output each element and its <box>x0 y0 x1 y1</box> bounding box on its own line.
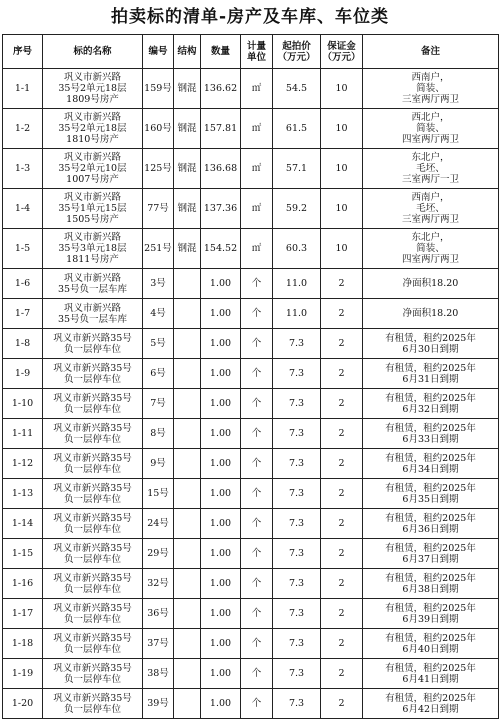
table-row <box>3 509 499 539</box>
cell-quantity: 136.62 <box>201 69 241 109</box>
cell-index: 1-13 <box>3 479 43 509</box>
cell-unit: 个 <box>241 419 273 449</box>
cell-structure: 钢混 <box>174 69 201 109</box>
cell-index: 1-1 <box>3 69 43 109</box>
cell-remarks: 西南户， 简装、 三室两厅两卫 <box>363 69 499 109</box>
cell-quantity: 154.52 <box>201 229 241 269</box>
header-deposit: 保证金 （万元） <box>321 35 363 69</box>
cell-start-price: 57.1 <box>273 149 321 189</box>
cell-structure <box>174 539 201 569</box>
cell-deposit: 2 <box>321 509 363 539</box>
header-unit: 计量 单位 <box>241 35 273 69</box>
cell-code: 36号 <box>143 599 174 629</box>
table-row <box>3 419 499 449</box>
cell-structure <box>174 629 201 659</box>
cell-structure: 钢混 <box>174 189 201 229</box>
cell-name: 巩义市新兴路 35号2单元10层 1007号房产 <box>43 149 143 189</box>
cell-start-price: 54.5 <box>273 69 321 109</box>
cell-remarks: 西北户， 简装、 四室两厅两卫 <box>363 109 499 149</box>
cell-index: 1-9 <box>3 359 43 389</box>
cell-unit: 个 <box>241 389 273 419</box>
cell-index: 1-19 <box>3 659 43 689</box>
cell-code: 6号 <box>143 359 174 389</box>
cell-index: 1-2 <box>3 109 43 149</box>
cell-quantity: 1.00 <box>201 449 241 479</box>
cell-unit: ㎡ <box>241 229 273 269</box>
cell-code: 15号 <box>143 479 174 509</box>
cell-remarks: 有租赁，租约2025年 6月30日到期 <box>363 329 499 359</box>
cell-start-price: 7.3 <box>273 569 321 599</box>
cell-name: 巩义市新兴路35号 负一层停车位 <box>43 539 143 569</box>
cell-quantity: 1.00 <box>201 569 241 599</box>
cell-unit: ㎡ <box>241 149 273 189</box>
cell-start-price: 7.3 <box>273 419 321 449</box>
cell-structure: 钢混 <box>174 229 201 269</box>
cell-remarks: 有租赁，租约2025年 6月34日到期 <box>363 449 499 479</box>
cell-quantity: 1.00 <box>201 539 241 569</box>
header-start-price: 起拍价 （万元） <box>273 35 321 69</box>
cell-structure <box>174 689 201 719</box>
cell-start-price: 7.3 <box>273 509 321 539</box>
cell-deposit: 10 <box>321 69 363 109</box>
document-title: 拍卖标的清单-房产及车库、车位类 <box>110 7 390 27</box>
table-row <box>3 229 499 269</box>
table-row <box>3 189 499 229</box>
cell-name: 巩义市新兴路35号 负一层停车位 <box>43 599 143 629</box>
cell-quantity: 1.00 <box>201 389 241 419</box>
cell-deposit: 2 <box>321 299 363 329</box>
cell-index: 1-16 <box>3 569 43 599</box>
cell-remarks: 有租赁，租约2025年 6月37日到期 <box>363 539 499 569</box>
cell-deposit: 2 <box>321 359 363 389</box>
cell-remarks: 东北户， 简装、 四室两厅两卫 <box>363 229 499 269</box>
cell-remarks: 有租赁，租约2025年 6月36日到期 <box>363 509 499 539</box>
cell-start-price: 7.3 <box>273 479 321 509</box>
table-row <box>3 629 499 659</box>
cell-name: 巩义市新兴路35号 负一层停车位 <box>43 419 143 449</box>
table-row <box>3 479 499 509</box>
cell-remarks: 净面积18.20 <box>363 299 499 329</box>
cell-index: 1-18 <box>3 629 43 659</box>
cell-index: 1-11 <box>3 419 43 449</box>
cell-deposit: 2 <box>321 689 363 719</box>
cell-quantity: 1.00 <box>201 329 241 359</box>
cell-unit: 个 <box>241 659 273 689</box>
cell-code: 24号 <box>143 509 174 539</box>
cell-name: 巩义市新兴路35号 负一层停车位 <box>43 389 143 419</box>
cell-deposit: 2 <box>321 269 363 299</box>
cell-quantity: 1.00 <box>201 269 241 299</box>
header-code: 编号 <box>143 35 174 69</box>
cell-structure <box>174 569 201 599</box>
cell-structure <box>174 659 201 689</box>
cell-quantity: 157.81 <box>201 109 241 149</box>
cell-quantity: 1.00 <box>201 359 241 389</box>
cell-unit: 个 <box>241 689 273 719</box>
table-row <box>3 299 499 329</box>
auction-list-table <box>2 34 499 719</box>
table-row <box>3 569 499 599</box>
header-index: 序号 <box>3 35 43 69</box>
cell-unit: ㎡ <box>241 109 273 149</box>
cell-start-price: 60.3 <box>273 229 321 269</box>
cell-name: 巩义市新兴路35号 负一层停车位 <box>43 629 143 659</box>
table-row <box>3 359 499 389</box>
cell-remarks: 有租赁，租约2025年 6月33日到期 <box>363 419 499 449</box>
cell-unit: 个 <box>241 449 273 479</box>
cell-structure <box>174 359 201 389</box>
cell-deposit: 2 <box>321 449 363 479</box>
cell-remarks: 有租赁，租约2025年 6月31日到期 <box>363 359 499 389</box>
cell-code: 5号 <box>143 329 174 359</box>
cell-unit: 个 <box>241 479 273 509</box>
cell-quantity: 1.00 <box>201 299 241 329</box>
cell-structure: 钢混 <box>174 109 201 149</box>
cell-quantity: 1.00 <box>201 659 241 689</box>
cell-name: 巩义市新兴路35号 负一层停车位 <box>43 449 143 479</box>
cell-index: 1-3 <box>3 149 43 189</box>
table-row <box>3 69 499 109</box>
cell-quantity: 1.00 <box>201 419 241 449</box>
cell-deposit: 10 <box>321 229 363 269</box>
cell-index: 1-10 <box>3 389 43 419</box>
table-row <box>3 599 499 629</box>
cell-structure <box>174 479 201 509</box>
cell-start-price: 7.3 <box>273 389 321 419</box>
cell-code: 8号 <box>143 419 174 449</box>
cell-deposit: 10 <box>321 189 363 229</box>
cell-code: 32号 <box>143 569 174 599</box>
cell-name: 巩义市新兴路 35号1单元15层 1505号房产 <box>43 189 143 229</box>
table-row <box>3 109 499 149</box>
cell-name: 巩义市新兴路35号 负一层停车位 <box>43 689 143 719</box>
cell-deposit: 2 <box>321 389 363 419</box>
table-row <box>3 689 499 719</box>
cell-start-price: 7.3 <box>273 329 321 359</box>
cell-unit: ㎡ <box>241 189 273 229</box>
cell-code: 3号 <box>143 269 174 299</box>
cell-unit: 个 <box>241 539 273 569</box>
cell-deposit: 10 <box>321 149 363 189</box>
cell-start-price: 7.3 <box>273 539 321 569</box>
cell-quantity: 1.00 <box>201 689 241 719</box>
cell-quantity: 1.00 <box>201 629 241 659</box>
cell-deposit: 2 <box>321 329 363 359</box>
cell-code: 29号 <box>143 539 174 569</box>
table-row <box>3 389 499 419</box>
cell-start-price: 7.3 <box>273 449 321 479</box>
cell-start-price: 7.3 <box>273 599 321 629</box>
cell-structure <box>174 509 201 539</box>
cell-quantity: 1.00 <box>201 599 241 629</box>
cell-index: 1-4 <box>3 189 43 229</box>
cell-name: 巩义市新兴路35号 负一层停车位 <box>43 569 143 599</box>
cell-code: 4号 <box>143 299 174 329</box>
cell-start-price: 11.0 <box>273 269 321 299</box>
table-row <box>3 329 499 359</box>
cell-remarks: 有租赁，租约2025年 6月35日到期 <box>363 479 499 509</box>
cell-structure <box>174 389 201 419</box>
cell-remarks: 有租赁，租约2025年 6月38日到期 <box>363 569 499 599</box>
cell-unit: 个 <box>241 569 273 599</box>
cell-name: 巩义市新兴路35号 负一层停车位 <box>43 329 143 359</box>
cell-unit: 个 <box>241 599 273 629</box>
cell-index: 1-8 <box>3 329 43 359</box>
cell-remarks: 西南户， 毛坯、 三室两厅两卫 <box>363 189 499 229</box>
cell-index: 1-7 <box>3 299 43 329</box>
cell-start-price: 7.3 <box>273 359 321 389</box>
cell-remarks: 有租赁，租约2025年 6月42日到期 <box>363 689 499 719</box>
cell-index: 1-12 <box>3 449 43 479</box>
cell-remarks: 有租赁，租约2025年 6月32日到期 <box>363 389 499 419</box>
cell-remarks: 东北户， 毛坯、 三室两厅一卫 <box>363 149 499 189</box>
cell-deposit: 2 <box>321 419 363 449</box>
cell-structure <box>174 599 201 629</box>
cell-name: 巩义市新兴路35号 负一层停车位 <box>43 479 143 509</box>
cell-unit: 个 <box>241 299 273 329</box>
cell-start-price: 61.5 <box>273 109 321 149</box>
cell-quantity: 136.68 <box>201 149 241 189</box>
cell-name: 巩义市新兴路 35号负一层车库 <box>43 269 143 299</box>
header-quantity: 数量 <box>201 35 241 69</box>
cell-name: 巩义市新兴路35号 负一层停车位 <box>43 359 143 389</box>
cell-code: 7号 <box>143 389 174 419</box>
cell-name: 巩义市新兴路35号 负一层停车位 <box>43 659 143 689</box>
cell-code: 39号 <box>143 689 174 719</box>
cell-name: 巩义市新兴路 35号负一层车库 <box>43 299 143 329</box>
cell-start-price: 7.3 <box>273 629 321 659</box>
cell-start-price: 11.0 <box>273 299 321 329</box>
cell-unit: 个 <box>241 359 273 389</box>
table-row <box>3 539 499 569</box>
cell-name: 巩义市新兴路 35号2单元18层 1810号房产 <box>43 109 143 149</box>
cell-index: 1-6 <box>3 269 43 299</box>
cell-unit: ㎡ <box>241 69 273 109</box>
cell-start-price: 7.3 <box>273 689 321 719</box>
cell-index: 1-15 <box>3 539 43 569</box>
cell-structure: 钢混 <box>174 149 201 189</box>
cell-unit: 个 <box>241 269 273 299</box>
cell-quantity: 137.36 <box>201 189 241 229</box>
header-name: 标的名称 <box>43 35 143 69</box>
cell-code: 125号 <box>143 149 174 189</box>
cell-structure <box>174 419 201 449</box>
cell-deposit: 2 <box>321 599 363 629</box>
cell-deposit: 2 <box>321 659 363 689</box>
cell-code: 37号 <box>143 629 174 659</box>
cell-unit: 个 <box>241 509 273 539</box>
cell-code: 38号 <box>143 659 174 689</box>
cell-remarks: 净面积18.20 <box>363 269 499 299</box>
table-row <box>3 269 499 299</box>
cell-index: 1-20 <box>3 689 43 719</box>
cell-structure <box>174 449 201 479</box>
cell-structure <box>174 329 201 359</box>
cell-remarks: 有租赁，租约2025年 6月41日到期 <box>363 659 499 689</box>
cell-remarks: 有租赁，租约2025年 6月39日到期 <box>363 599 499 629</box>
cell-code: 159号 <box>143 69 174 109</box>
cell-quantity: 1.00 <box>201 509 241 539</box>
cell-deposit: 10 <box>321 109 363 149</box>
cell-deposit: 2 <box>321 569 363 599</box>
cell-start-price: 7.3 <box>273 659 321 689</box>
cell-start-price: 59.2 <box>273 189 321 229</box>
cell-structure <box>174 299 201 329</box>
cell-quantity: 1.00 <box>201 479 241 509</box>
table-header-row <box>3 35 499 69</box>
cell-code: 251号 <box>143 229 174 269</box>
cell-name: 巩义市新兴路35号 负一层停车位 <box>43 509 143 539</box>
cell-structure <box>174 269 201 299</box>
cell-remarks: 有租赁，租约2025年 6月40日到期 <box>363 629 499 659</box>
cell-unit: 个 <box>241 329 273 359</box>
cell-index: 1-17 <box>3 599 43 629</box>
cell-deposit: 2 <box>321 539 363 569</box>
table-row <box>3 449 499 479</box>
cell-code: 160号 <box>143 109 174 149</box>
header-remarks: 备注 <box>363 35 499 69</box>
cell-code: 9号 <box>143 449 174 479</box>
table-row <box>3 659 499 689</box>
cell-index: 1-14 <box>3 509 43 539</box>
cell-deposit: 2 <box>321 629 363 659</box>
cell-deposit: 2 <box>321 479 363 509</box>
cell-name: 巩义市新兴路 35号3单元18层 1811号房产 <box>43 229 143 269</box>
table-row <box>3 149 499 189</box>
header-structure: 结构 <box>174 35 201 69</box>
cell-name: 巩义市新兴路 35号2单元18层 1809号房产 <box>43 69 143 109</box>
cell-unit: 个 <box>241 629 273 659</box>
cell-index: 1-5 <box>3 229 43 269</box>
cell-code: 77号 <box>143 189 174 229</box>
